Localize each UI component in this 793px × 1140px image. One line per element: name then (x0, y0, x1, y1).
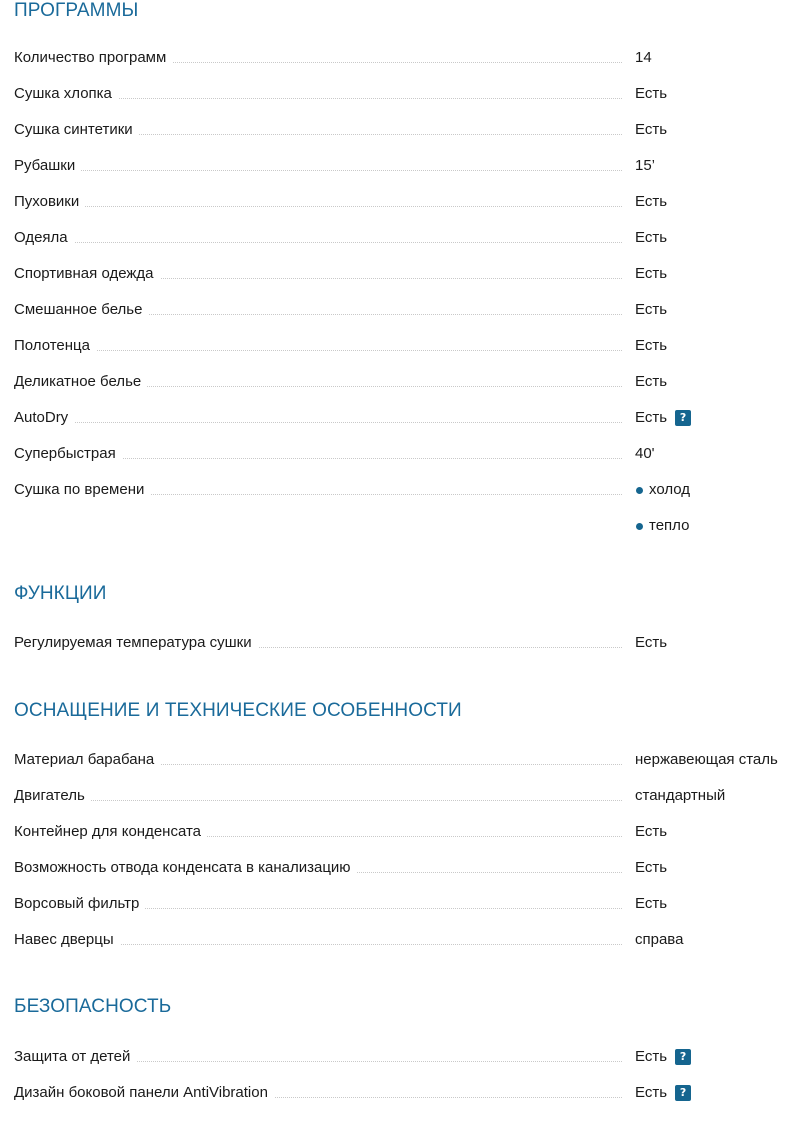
spec-value (635, 787, 725, 805)
spec-label: Сушка по времени (14, 481, 150, 499)
spec-row-drum-material (14, 751, 793, 787)
dotted-leader (14, 422, 622, 423)
spec-label: Защита от детей (14, 1048, 136, 1066)
spec-row-superfast (14, 445, 793, 481)
spec-value (635, 121, 667, 139)
spec-label: Возможность отвода конденсата в канализацию (14, 859, 357, 877)
spec-value-text: Есть (635, 265, 668, 282)
spec-label: Супербыстрая (14, 445, 122, 463)
spec-value-item (635, 481, 690, 499)
spec-row-adjustable-temp (14, 634, 793, 670)
spec-row-synthetics (14, 121, 793, 157)
spec-value (635, 49, 652, 67)
spec-row-timed-drying (14, 481, 793, 517)
spec-value-text: Есть (635, 301, 668, 318)
spec-label: Ворсовый фильтр (14, 895, 145, 913)
spec-value (635, 265, 667, 283)
spec-value (635, 373, 667, 391)
spec-row-cotton (14, 85, 793, 121)
spec-label: Дизайн боковой панели AntiVibration (14, 1084, 274, 1102)
bullet-icon (636, 487, 643, 494)
spec-label: Полотенца (14, 337, 96, 355)
spec-row-blankets (14, 229, 793, 265)
spec-row-condensate-container (14, 823, 793, 859)
spec-value-text: Есть (635, 85, 668, 102)
spec-value-text: Есть (635, 895, 668, 912)
spec-label: Количество программ (14, 49, 172, 67)
spec-value-item (635, 517, 689, 535)
spec-row-down-jackets (14, 193, 793, 229)
spec-row-program-count (14, 49, 793, 85)
spec-value (635, 409, 691, 427)
dotted-leader (14, 350, 622, 351)
section-title-safety: БЕЗОПАСНОСТЬ (14, 996, 172, 1017)
spec-label: Рубашки (14, 157, 81, 175)
dotted-leader (14, 242, 622, 243)
spec-value (635, 1084, 691, 1102)
spec-value-text: 15’ (635, 157, 656, 174)
spec-row-autodry (14, 409, 793, 445)
spec-value (635, 895, 667, 913)
spec-label: Материал барабана (14, 751, 160, 769)
spec-value-text: Есть (635, 373, 668, 390)
spec-label: Смешанное белье (14, 301, 148, 319)
spec-value (635, 823, 667, 841)
spec-value-text: справа (635, 931, 684, 948)
spec-value-text: Есть (635, 229, 668, 246)
spec-value (635, 337, 667, 355)
section-title-functions: ФУНКЦИИ (14, 583, 107, 604)
spec-row-timed-drying-extra (14, 517, 793, 553)
help-icon[interactable]: ? (675, 410, 691, 426)
spec-value-text: Есть (635, 634, 668, 651)
spec-label: AutoDry (14, 409, 74, 427)
spec-value (635, 1048, 691, 1066)
spec-label: Навес дверцы (14, 931, 120, 949)
spec-value (635, 859, 667, 877)
section-title-programs: ПРОГРАММЫ (14, 0, 139, 21)
spec-row-motor (14, 787, 793, 823)
spec-value-text: холод (649, 481, 691, 498)
spec-value-text: тепло (649, 517, 690, 534)
bullet-icon (636, 523, 643, 530)
spec-label: Пуховики (14, 193, 85, 211)
spec-row-antivibration (14, 1084, 793, 1120)
spec-row-condensate-drain (14, 859, 793, 895)
spec-value-text: Есть (635, 859, 668, 876)
spec-value (635, 301, 667, 319)
section-title-equipment: ОСНАЩЕНИЕ И ТЕХНИЧЕСКИЕ ОСОБЕННОСТИ (14, 700, 462, 721)
spec-value-text: Есть (635, 193, 668, 210)
spec-value (635, 931, 683, 949)
spec-label: Спортивная одежда (14, 265, 160, 283)
spec-label: Регулируемая температура сушки (14, 634, 258, 652)
help-icon[interactable]: ? (675, 1049, 691, 1065)
spec-label: Сушка хлопка (14, 85, 118, 103)
spec-label: Деликатное белье (14, 373, 147, 391)
spec-value (635, 193, 667, 211)
spec-value-text: Есть (635, 337, 668, 354)
spec-value (635, 634, 667, 652)
spec-row-mixed (14, 301, 793, 337)
spec-row-towels (14, 337, 793, 373)
spec-value-text: 14 (635, 49, 652, 66)
spec-row-lint-filter (14, 895, 793, 931)
spec-value-text: Есть (635, 1048, 668, 1065)
spec-value-text: Есть (635, 121, 668, 138)
spec-label: Одеяла (14, 229, 74, 247)
spec-value (635, 85, 667, 103)
spec-row-child-lock (14, 1048, 793, 1084)
spec-value-text: Есть (635, 1084, 668, 1101)
spec-value-text: стандартный (635, 787, 726, 804)
spec-row-sportswear (14, 265, 793, 301)
spec-label: Сушка синтетики (14, 121, 139, 139)
spec-value (635, 229, 667, 247)
spec-label: Контейнер для конденсата (14, 823, 207, 841)
spec-label: Двигатель (14, 787, 91, 805)
spec-value (635, 445, 655, 463)
spec-row-delicates (14, 373, 793, 409)
spec-value-text: нержавеющая сталь (635, 751, 778, 768)
spec-value (635, 157, 655, 175)
spec-row-shirts (14, 157, 793, 193)
spec-value-text: Есть (635, 823, 668, 840)
dotted-leader (14, 170, 622, 171)
spec-row-door-hinge (14, 931, 793, 967)
spec-value-text: Есть (635, 409, 668, 426)
dotted-leader (14, 206, 622, 207)
dotted-leader (14, 800, 622, 801)
spec-value (635, 751, 778, 769)
spec-value-text: 40' (635, 445, 655, 462)
help-icon[interactable]: ? (675, 1085, 691, 1101)
